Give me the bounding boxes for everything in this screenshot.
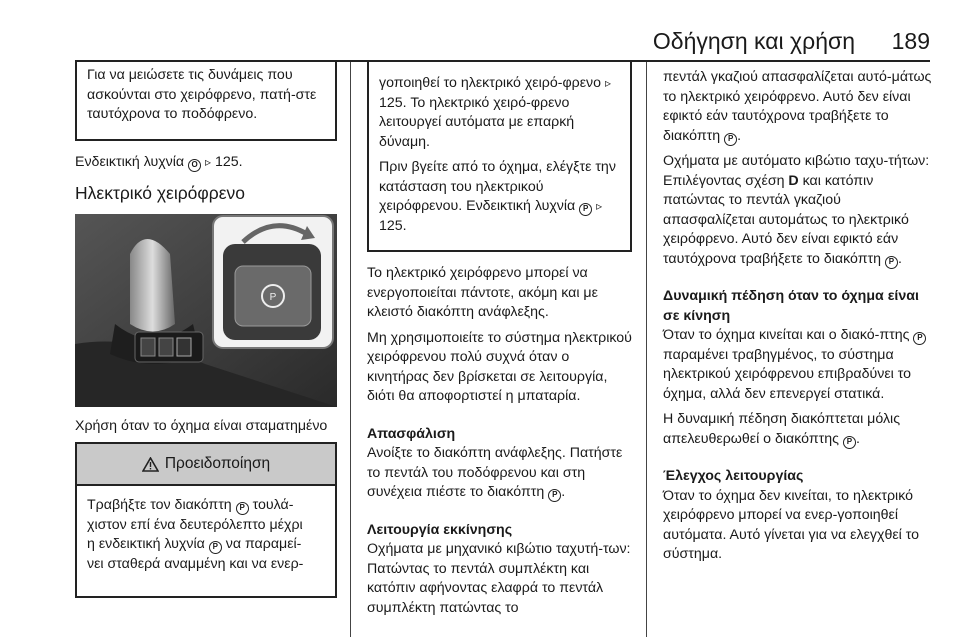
paragraph: Οχήματα με μηχανικό κιβώτιο ταχυτή-των: Πατώντας το πεντάλ συμπλέκτη και κατόπιν αφήνοντας ελαφρά το πεντάλ συμπλέκτη πατώντας το <box>367 541 631 616</box>
paragraph: Όταν το όχημα δεν κινείται, το ηλεκτρικό χειρόφρενο μπορεί να ενερ-γοποιηθεί αυτόματα. Αυτό γίνεται για να ελεγχθεί το σύστημα. <box>663 487 920 562</box>
warning-continuation-box: γοποιηθεί το ηλεκτρικό χειρό-φρενο ▹ 125. Το ηλεκτρικό χειρό-φρενο λειτουργεί αυτόματα με επαρκή δύναμη. Πριν βγείτε από το όχημα, ελέγξτε την κατάσταση του ηλεκτρικού χειρόφρενου. Ενδεικτική λυχνία P ▹ 125. <box>367 62 632 252</box>
warning-triangle-icon <box>142 457 159 472</box>
brake-lamp-icon: O <box>188 159 201 172</box>
paragraph: Μη χρησιμοποιείτε το σύστημα ηλεκτρικού χειρόφρενου πολύ συχνά όταν ο κινητήρας δεν βρίσκεται σε λειτουργία, διότι θα αποφορτιστεί η μπαταρία. <box>367 329 632 404</box>
brake-symbol-icon: P <box>724 133 737 146</box>
triangle-right-icon: ▹ <box>604 76 612 90</box>
gear-d: D <box>788 172 799 189</box>
brake-symbol-icon: P <box>579 203 592 216</box>
box-text: Για να μειώσετε τις δυνάμεις που ασκούνται στο χειρόφρενο, πατή-στε ταυτόχρονα το ποδόφρενο. <box>87 67 317 122</box>
brake-symbol-icon: P <box>885 256 898 269</box>
column-2: γοποιηθεί το ηλεκτρικό χειρό-φρενο ▹ 125. Το ηλεκτρικό χειρό-φρενο λειτουργεί αυτόματα με επαρκή δύναμη. Πριν βγείτε από το όχημα, ελέγξτε την κατάσταση του ηλεκτρικού χειρόφρενου. Ενδεικτική λυχνία P ▹ 125. Το ηλεκτρικό χειρόφρενο μπορεί να ενεργοποιείται πάντοτε, ακόμη και με κλειστό διακόπτη ανάφλεξης. Μη χρησιμοποιείτε το σύστημα ηλεκτρικού χειρόφρενου πολύ συχνά όταν ο κινητήρας δεν βρίσκεται σε λειτουργία, διότι θα αποφορτιστεί η μπαταρία. Απασφάλιση Ανοίξτε το διακόπτη ανάφλεξης. Πατήστε το πεντάλ του ποδόφρενου και στη συνέχεια πιέστε το διακόπτη P . Λειτουργία εκκίνησης Οχήματα με μηχανικό κιβώτιο ταχυτή-των: Πατώντας το πεντάλ συμπλέκτη και κατόπιν αφήνοντας ελαφρά το πεντάλ συμπλέκτη πατώντας το <box>367 62 632 624</box>
subheading-dynamic: Δυναμική πέδηση όταν το όχημα είναι σε κίνηση <box>663 288 919 324</box>
brake-symbol-icon: P <box>236 502 249 515</box>
warning-title: Προειδοποίηση <box>164 455 271 473</box>
column-3: πεντάλ γκαζιού απασφαλίζεται αυτό-μάτως το ηλεκτρικό χειρόφρενο. Αυτό δεν είναι εφικτό εάν ταυτόχρονα τραβήξετε το διακόπτη P . Οχήματα με αυτόματο κιβώτιο ταχυ-τήτων: Επιλέγοντας σχέση D και κατόπιν πατώντας το πεντάλ γκαζιού απασφαλίζεται αυτομάτως το ηλεκτρικό χειρόφρενο. Αυτό δεν είναι εφικτό εάν ταυτόχρονα τραβήξετε το διακόπτη P . Δυναμική πέδηση όταν το όχημα είναι σε κίνηση Όταν το όχημα κινείται και ο διακό-πτης P παραμένει τραβηγμένος, το σύστημα ηλεκτρικού χειρόφρενου επιβραδύνει το όχημα, αλλά δεν επενεργεί στατικά. Η δυναμική πέδηση διακόπτεται μόλις απελευθερωθεί ο διακόπτης P . Έλεγχος λειτουργίας Όταν το όχημα δεν κινείται, το ηλεκτρικό χειρόφρενο μπορεί να ενερ-γοποιηθεί αυτόματα. Αυτό γίνεται για να ελεγχθεί το σύστημα. <box>663 62 935 571</box>
section-heading: Ηλεκτρικό χειρόφρενο <box>75 183 245 203</box>
brake-symbol-icon: P <box>209 541 222 554</box>
brake-symbol-icon: P <box>913 332 926 345</box>
column-1 <box>75 62 337 598</box>
warning-header <box>77 444 335 484</box>
continued-warning-box <box>75 62 337 141</box>
subheading-start: Λειτουργία εκκίνησης <box>367 521 513 538</box>
subheading-release: Απασφάλιση <box>367 425 456 442</box>
lamp-reference: Ενδεικτική λυχνία O ▹ 125. <box>75 153 337 173</box>
photo-caption: Χρήση όταν το όχημα είναι σταματημένο <box>75 417 328 434</box>
svg-text:P: P <box>269 291 277 303</box>
warning-box <box>75 442 337 598</box>
page-title: Οδήγηση και χρήση <box>652 28 855 54</box>
brake-symbol-icon: P <box>548 489 561 502</box>
warning-body: Τραβήξτε τον διακόπτη P τουλά- χιστον επί ένα δευτερόλεπτο μέχρι η ενδεικτική λυχνία P να παραμεί- νει σταθερά αναμμένη και να ενερ- <box>77 484 335 596</box>
page-header <box>0 22 960 62</box>
parking-brake-photo <box>75 214 337 407</box>
column-divider-2 <box>646 62 647 637</box>
brake-symbol-icon: P <box>843 436 856 449</box>
subheading-check: Έλεγχος λειτουργίας <box>663 468 804 484</box>
page-number: 189 <box>891 28 930 54</box>
paragraph: Το ηλεκτρικό χειρόφρενο μπορεί να ενεργοποιείται πάντοτε, ακόμη και με κλειστό διακόπτη ανάφλεξης. <box>367 265 598 320</box>
triangle-right-icon: ▹ <box>596 199 603 213</box>
triangle-right-icon: ▹ <box>205 154 212 169</box>
column-divider-1 <box>350 62 351 637</box>
console-illustration <box>75 214 337 407</box>
